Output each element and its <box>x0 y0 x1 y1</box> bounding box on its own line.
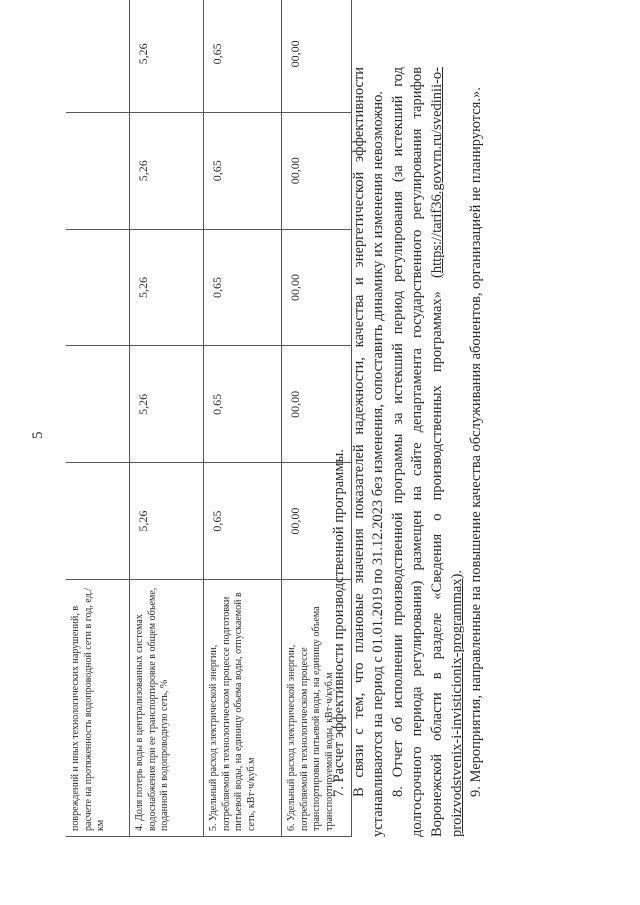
indicator-value: 0,65 <box>204 0 282 112</box>
section-7-body: В связи с тем, что плановые значения показателей надежности, качества и энергетической эффективности устанавливаются на период с 01.01.2019 по 31.12.2023 без изменения, сопоставить динамику их изменения невозможно. <box>350 67 387 837</box>
table-row <box>66 0 130 837</box>
indicator-value: 5,26 <box>130 0 204 112</box>
indicator-value: 0,65 <box>204 463 282 580</box>
indicator-value: 00,00 <box>282 112 352 229</box>
section-9-body: 9. Мероприятия, направленные на повышение качества обслуживания абонентов, организацией не планируются.». <box>468 87 485 797</box>
indicator-value: 00,00 <box>282 346 352 463</box>
indicator-label: повреждений и иных технологических нарушений, в расчете на протяженность водопроводной сети в год, ед./км <box>66 580 130 837</box>
indicator-value: 5,26 <box>130 346 204 463</box>
indicator-value: 5,26 <box>130 112 204 229</box>
page-number: 5 <box>30 431 46 439</box>
indicator-label: 5. Удельный расход электрической энергии, потребляемой в технологическом процессе подготовки питьевой воды, на единицу объема воды, отпускаемой в сеть, кВт·ч/куб.м <box>204 580 282 837</box>
section-8-end: . <box>448 570 465 574</box>
indicator-value <box>66 112 130 229</box>
indicator-value: 00,00 <box>282 0 352 112</box>
section-8-text: 8. Отчет об исполнении производственной программы за истекший период регулирования (за истекший год долгосрочного периода регулирования) размещен на сайте департамента государственного регулирования тарифов Воронежской области в разделе «Сведения о производственных программах» <box>389 67 445 837</box>
indicator-value: 00,00 <box>282 463 352 580</box>
section-8-link[interactable]: (https://tarif36.govvrn.ru/svedinii-o-proizvodstvenix-i-invisticionix-programmax) <box>428 66 465 837</box>
indicator-value <box>66 463 130 580</box>
indicator-value: 0,65 <box>204 346 282 463</box>
indicator-value: 5,26 <box>130 463 204 580</box>
indicators-table <box>66 0 352 837</box>
indicator-label: 4. Доля потерь воды в централизованных системах водоснабжения при ее транспортировке в общем объеме, поданной в водопроводную сеть, % <box>130 580 204 837</box>
table-row <box>204 0 282 837</box>
document-body <box>330 67 487 837</box>
table-row <box>130 0 204 837</box>
indicator-value <box>66 346 130 463</box>
indicator-label: 6. Удельный расход электрической энергии, потребляемой в технологическом процессе транспортировки питьевой воды, на единицу объема транспортируемой воды, кВт·ч/куб.м <box>282 580 352 837</box>
indicator-value: 5,26 <box>130 229 204 346</box>
indicator-value <box>66 229 130 346</box>
section-8-body <box>389 67 467 837</box>
indicator-value <box>66 0 130 112</box>
indicator-value: 0,65 <box>204 229 282 346</box>
section-7-title: 7. Расчет эффективности производственной программы. <box>331 449 347 797</box>
indicator-value: 00,00 <box>282 229 352 346</box>
indicator-value: 0,65 <box>204 112 282 229</box>
